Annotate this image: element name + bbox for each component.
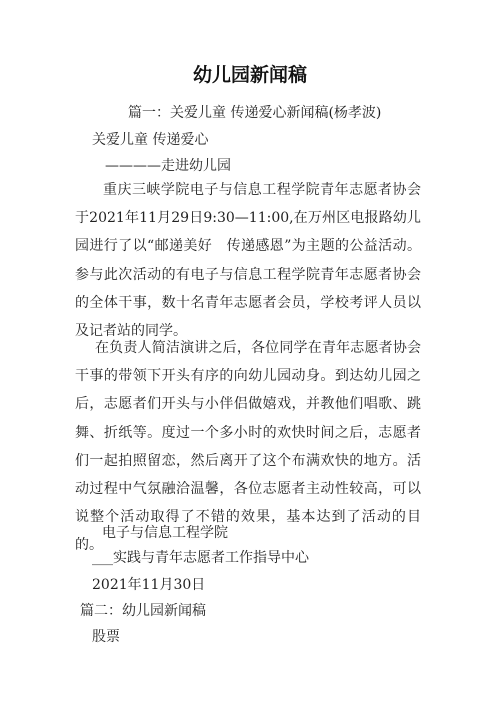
signature-school: 电子与信息工程学院 bbox=[102, 525, 228, 541]
signature-center: ___实践与青年志愿者工作指导中心 bbox=[92, 550, 309, 566]
paragraph-1: 重庆三峡学院电子与信息工程学院青年志愿者协会于2021年11月29日9:30—11:00,在万州区电报路幼儿园进行了以“邮递美好 传递感恩”为主题的公益活动。参与此次活动的有电子与信息工程学院青年志愿者协会的全体干事，数十名青年志愿者会员，学校考评人员以及记者站的同学。 bbox=[75, 182, 421, 340]
article-subheading: ————走进幼儿园 bbox=[105, 158, 231, 174]
part2-title: 篇二：幼儿园新闻稿 bbox=[80, 603, 206, 619]
article-heading: 关爱儿童 传递爱心 bbox=[92, 132, 209, 148]
part2-first-line: 股票 bbox=[92, 629, 120, 645]
signature-date: 2021年11月30日 bbox=[92, 577, 206, 593]
article-subtitle: 篇一：关爱儿童 传递爱心新闻稿(杨孝波) bbox=[128, 105, 382, 121]
paragraph-2: 在负责人简洁演讲之后，各位同学在青年志愿者协会干事的带领下开头有序的向幼儿园动身。到达幼儿园之后，志愿者们开头与小伴侣做嬉戏，并教他们唱歌、跳舞、折纸等。度过一个多小时的欢快时间之后，志愿者们一起拍照留恋，然后离开了这个布满欢快的地方。活动过程中气氛融洽温馨，各位志愿者主动性较高，可以说整个活动取得了不错的效果，基本达到了活动的目的。 bbox=[75, 340, 421, 554]
document-title: 幼儿园新闻稿 bbox=[192, 64, 307, 86]
